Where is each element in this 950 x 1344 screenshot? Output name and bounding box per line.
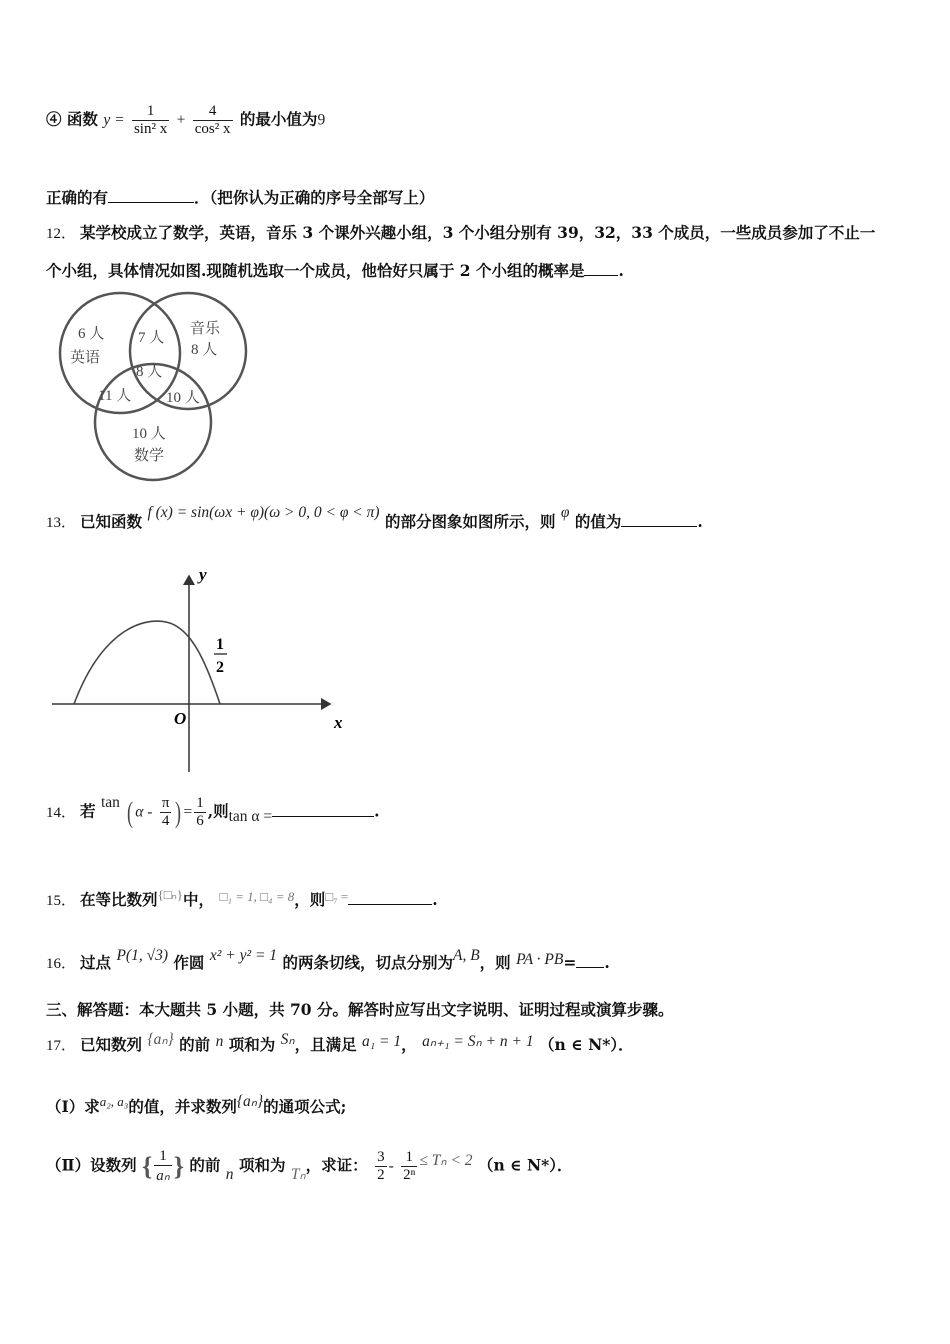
q14-line: [46, 795, 380, 830]
q14-pi-num: π: [161, 795, 170, 811]
q15-line: [46, 888, 438, 910]
q17-text3: 项和为: [228, 1035, 276, 1054]
q17-number: 17．: [46, 1038, 77, 1054]
q16-circle: x² + y² = 1: [209, 947, 278, 964]
venn-english-label: 英语: [70, 350, 101, 366]
q14-number: 14．: [46, 804, 77, 821]
q16-line: [46, 947, 610, 973]
q17-part1: [46, 1095, 346, 1117]
q17-part2-frac-den: aₙ: [154, 1165, 171, 1185]
q17-part2-cond: （n ∈ N*）．: [477, 1155, 573, 1175]
item4-value: 9: [317, 111, 326, 129]
venn-english-only: 6 人: [78, 326, 105, 342]
venn-diagram: [50, 288, 260, 488]
item4-lhs: y =: [103, 111, 125, 129]
q17-ineq-b-den: 2ⁿ: [403, 1167, 416, 1183]
q14-eq: =: [183, 803, 193, 821]
q17-part1-text: 的值，并求数列: [128, 1097, 237, 1116]
q14-text2: ,则: [207, 801, 229, 821]
q15-cond: □₁ = 1, □₄ = 8: [219, 889, 295, 904]
q12-number: 12．: [46, 226, 77, 242]
q16-text2: 作圆: [173, 953, 205, 972]
q15-seq: {□ₙ}: [157, 887, 184, 902]
correct-text-before: 正确的有: [46, 188, 109, 207]
venn-music-math: 10 人: [166, 390, 200, 406]
q16-answer-blank[interactable]: [576, 953, 604, 968]
q16-end: .: [604, 953, 610, 972]
q16-ab: A, B: [452, 947, 480, 964]
q14-text1: 若: [80, 801, 96, 821]
item4-frac1: [132, 103, 169, 138]
q17-ineq-b-num: 1: [405, 1149, 414, 1165]
q15-target: □₇ =: [325, 889, 349, 904]
q17-text2: 的前: [179, 1035, 211, 1054]
q17-part2-frac-num: 1: [159, 1148, 167, 1164]
q17-part2-label: （Ⅱ）设数列: [46, 1155, 137, 1175]
q13-formula: f (x) = sin(ωx + φ)(ω > 0, 0 < φ < π): [147, 504, 380, 521]
q14-answer-blank[interactable]: [272, 802, 374, 817]
q16-point: P(1, √3): [116, 947, 168, 964]
q16-text4: ，则: [479, 953, 511, 972]
q17-ineq-a-den: 2: [377, 1167, 385, 1183]
x-axis-label: x: [334, 713, 343, 732]
venn-center: 8 人: [136, 364, 163, 380]
q17-text4: ，且满足: [294, 1035, 357, 1054]
venn-math-only: 10 人: [132, 426, 166, 442]
q16-text3: 的两条切线，切点分别为: [282, 953, 453, 972]
q17-ineq-rest: ≤ Tₙ < 2: [419, 1151, 473, 1169]
q15-text3: ，则: [294, 890, 326, 909]
q13-phi: φ: [560, 504, 570, 521]
item4-frac1-num: 1: [146, 103, 155, 119]
q17-text1: 已知数列: [80, 1035, 143, 1054]
venn-eng-math: 11 人: [98, 388, 132, 404]
q13-text3: 的值为: [574, 512, 622, 531]
q17-part2-rbrace: }: [173, 1151, 184, 1181]
q17-part2-text2: 项和为: [238, 1155, 286, 1175]
q14-pi-frac: [160, 795, 172, 830]
q12-text-line1: 某学校成立了数学，英语，音乐 3 个课外兴趣小组，3 个小组分别有 39，32，33 个成员，一些成员参加了不止一: [80, 223, 876, 242]
q16-text5: =: [563, 953, 577, 972]
correct-text-after: ．（把你认为正确的序号全部写上）: [194, 188, 435, 207]
q13-line: [46, 504, 703, 532]
venn-eng-music: 7 人: [138, 330, 165, 346]
q13-text2: 的部分图象如图所示，则: [384, 512, 556, 531]
sine-curve: [74, 621, 220, 704]
q14-rhs-num: 1: [196, 795, 204, 811]
q14-rhs-den: 6: [196, 813, 204, 829]
sine-graph: [46, 562, 356, 777]
q16-number: 16．: [46, 956, 77, 972]
correct-line: [46, 186, 434, 208]
q17-part2: [46, 1148, 573, 1185]
q14-rparen: ): [175, 795, 182, 829]
q14-alpha-minus: α -: [135, 803, 153, 821]
venn-music-only: 8 人: [191, 342, 218, 358]
q17-ineq-a: [375, 1149, 387, 1184]
item4-frac2-den: cos² x: [194, 121, 231, 137]
q12-answer-blank[interactable]: [584, 261, 618, 276]
q14-tan: tan: [100, 793, 120, 811]
y-axis-label: y: [199, 565, 207, 584]
q17-part1-seq: {aₙ}: [236, 1093, 264, 1110]
q17-part2-text3: ，求证：: [305, 1155, 368, 1175]
q13-answer-blank[interactable]: [621, 512, 697, 527]
q17-part2-text1: 的前: [189, 1155, 221, 1175]
q17-part1-label: （Ⅰ）求: [46, 1097, 100, 1116]
q15-number: 15．: [46, 893, 77, 909]
q17-part2-lbrace: {: [141, 1151, 153, 1181]
q17-part1-end: 的通项公式;: [263, 1097, 347, 1116]
q12-line2: [46, 259, 624, 281]
q14-tan-alpha: tan α =: [228, 807, 273, 825]
q13-number: 13．: [46, 515, 77, 531]
q13-text1: 已知函数: [80, 512, 143, 531]
item4-frac2: [193, 103, 233, 138]
q17-part2-Tn: Tₙ: [290, 1165, 306, 1183]
q16-dot: PA · PB: [516, 951, 564, 968]
q17-line: [46, 1033, 634, 1055]
q14-lparen: (: [127, 795, 134, 829]
q17-a1: a₁ = 1: [362, 1033, 402, 1050]
q17-part2-frac: [154, 1148, 171, 1185]
item4-frac1-den: sin² x: [133, 121, 168, 137]
q15-text1: 在等比数列: [80, 890, 158, 909]
q16-text1: 过点: [80, 953, 112, 972]
q17-cond: （n ∈ N*）．: [539, 1035, 634, 1054]
q14-end: .: [374, 801, 380, 821]
y-tick-den: 2: [216, 659, 224, 676]
q17-part2-n: n: [225, 1165, 234, 1183]
q17-seq: {aₙ}: [147, 1031, 174, 1048]
q15-answer-blank[interactable]: [348, 890, 432, 905]
item4-prefix: ④ 函数: [46, 109, 98, 129]
q12-text-line2: 个小组，具体情况如图.现随机选取一个成员，他恰好只属于 2 个小组的概率是: [46, 261, 585, 280]
q12-line1: [46, 221, 875, 243]
section3-title: 三、解答题：本大题共 5 小题，共 70 分。解答时应写出文字说明、证明过程或演算步骤。: [46, 1000, 674, 1019]
origin-label: O: [174, 709, 187, 728]
venn-math-label: 数学: [134, 448, 165, 464]
q17-part1-vars: a₂, a₃: [99, 1094, 129, 1109]
q17-comma: ，: [401, 1035, 417, 1054]
venn-music-label: 音乐: [190, 321, 221, 337]
q17-ineq-minus: -: [388, 1157, 394, 1175]
q15-end: .: [432, 890, 438, 909]
item4-line: [46, 103, 325, 138]
q17-ineq-a-num: 3: [377, 1149, 385, 1165]
q12-end: .: [618, 261, 624, 280]
q17-ineq-b: [401, 1149, 417, 1184]
q17-n: n: [215, 1033, 224, 1050]
answer-blank[interactable]: [108, 188, 194, 203]
q13-end: .: [697, 512, 703, 531]
item4-plus: +: [176, 111, 186, 129]
q17-rec: aₙ₊₁ = Sₙ + n + 1: [422, 1033, 534, 1050]
item4-suffix: 的最小值为: [239, 109, 318, 129]
q14-pi-den: 4: [160, 812, 172, 830]
y-tick-num: 1: [216, 636, 224, 653]
q15-text2: 中，: [183, 890, 215, 909]
q14-rhs-frac: [194, 795, 206, 830]
item4-frac2-num: 4: [208, 103, 217, 119]
q17-Sn: Sₙ: [280, 1031, 295, 1048]
